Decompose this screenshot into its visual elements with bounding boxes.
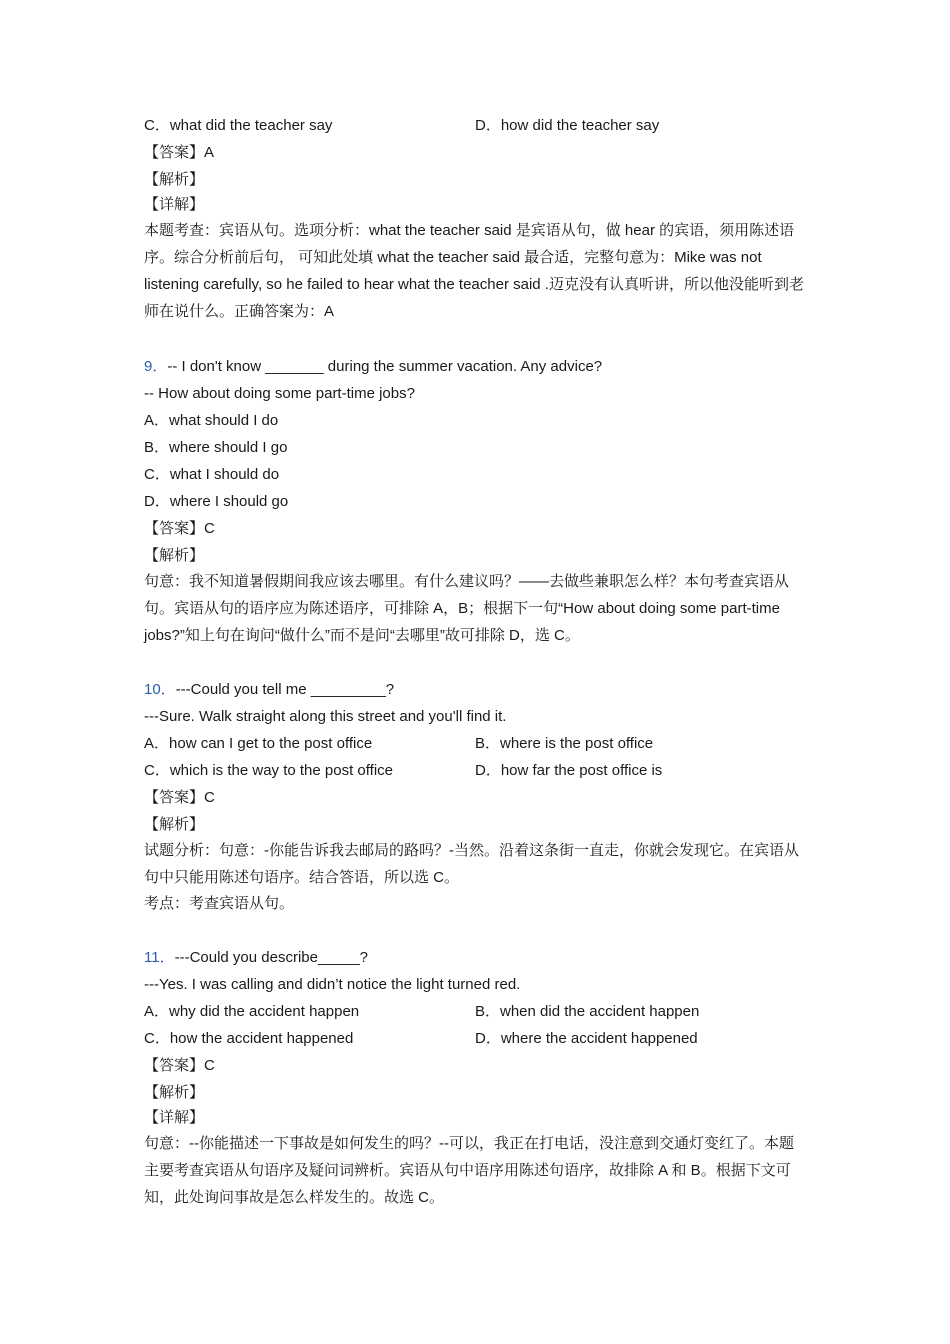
question-11-detail: 【详解】 [144,1109,205,1126]
question-10-analysis: 【解析】 [144,816,205,833]
question-9-option-c: C．what I should do [144,466,280,483]
question-11-option-a: A．why did the accident happen [144,1003,360,1020]
question-9-stem [144,357,602,377]
question-11-option-c: C．how the accident happened [144,1030,354,1047]
question-text: ---Could you tell me _________? [175,681,395,698]
question-10-option-b: B．where is the post office [475,735,654,752]
question-11-analysis: 【解析】 [144,1084,205,1101]
question-11-stem [144,948,368,968]
question-9-reply: -- How about doing some part-time jobs? [144,385,415,402]
analysis-label: 【解析】 [144,171,205,188]
question-9-option-d: D．where I should go [144,493,289,510]
question-11-option-d: D．where the accident happened [475,1030,698,1047]
question-10-option-a: A．how can I get to the post office [144,735,373,752]
question-10-reply: ---Sure. Walk straight along this street and you'll find it. [144,708,507,725]
question-11-explanation: 句意：--你能描述一下事故是如何发生的吗？--可以，我正在打电话，没注意到交通灯变红了。本题主要考查宾语从句语序及疑问词辨析。宾语从句中语序用陈述句语序，故排除 A 和 B。根据下文可知，此处询问事故是怎么样发生的。故选 C。 [144,1135,794,1206]
question-9-option-b: B．where should I go [144,439,288,456]
question-10-option-d: D．how far the post office is [475,762,663,779]
question-9-answer: 【答案】C [144,520,215,537]
option-c: C．what did the teacher say [144,117,333,134]
question-9-analysis: 【解析】 [144,547,205,564]
question-10-explanation: 试题分析：句意：-你能告诉我去邮局的路吗？-当然。沿着这条街一直走，你就会发现它。在宾语从句中只能用陈述句语序。结合答语，所以选 C。 [144,842,799,886]
question-11-reply: ---Yes. I was calling and didn’t notice the light turned red. [144,976,521,993]
question-number: 11． [144,949,175,966]
option-d: D．how did the teacher say [475,117,660,134]
question-text: ---Could you describe_____? [174,949,369,966]
question-10-point: 考点：考查宾语从句。 [144,895,295,912]
question-11-answer: 【答案】C [144,1057,215,1074]
question-10-answer: 【答案】C [144,789,215,806]
question-number: 9． [144,358,168,375]
explanation-text: 本题考查：宾语从句。选项分析：what the teacher said 是宾语从句，做 hear 的宾语，须用陈述语序。综合分析前后句， 可知此处填 what the teacher said 最合适，完整句意为：Mike was not listening carefully, so he failed to hear what the teacher said .迈克没有认真听讲，所以他没能听到老师在说什么。正确答案为：A [144,222,804,320]
question-number: 10． [144,681,176,698]
question-text: -- I don't know _______ during the summer vacation. Any advice? [167,358,603,375]
question-10-stem [144,680,394,700]
answer-label: 【答案】A [144,144,215,161]
question-9-explanation: 句意：我不知道暑假期间我应该去哪里。有什么建议吗？——去做些兼职怎么样？本句考查宾语从句。宾语从句的语序应为陈述语序，可排除 A，B；根据下一句“How about doing some part-time jobs?”知上句在询问“做什么”而不是问“去哪里”故可排除 D，选 C。 [144,573,790,644]
question-9-option-a: A．what should I do [144,412,279,429]
question-11-option-b: B．when did the accident happen [475,1003,700,1020]
detail-label: 【详解】 [144,196,205,213]
question-10-option-c: C．which is the way to the post office [144,762,394,779]
